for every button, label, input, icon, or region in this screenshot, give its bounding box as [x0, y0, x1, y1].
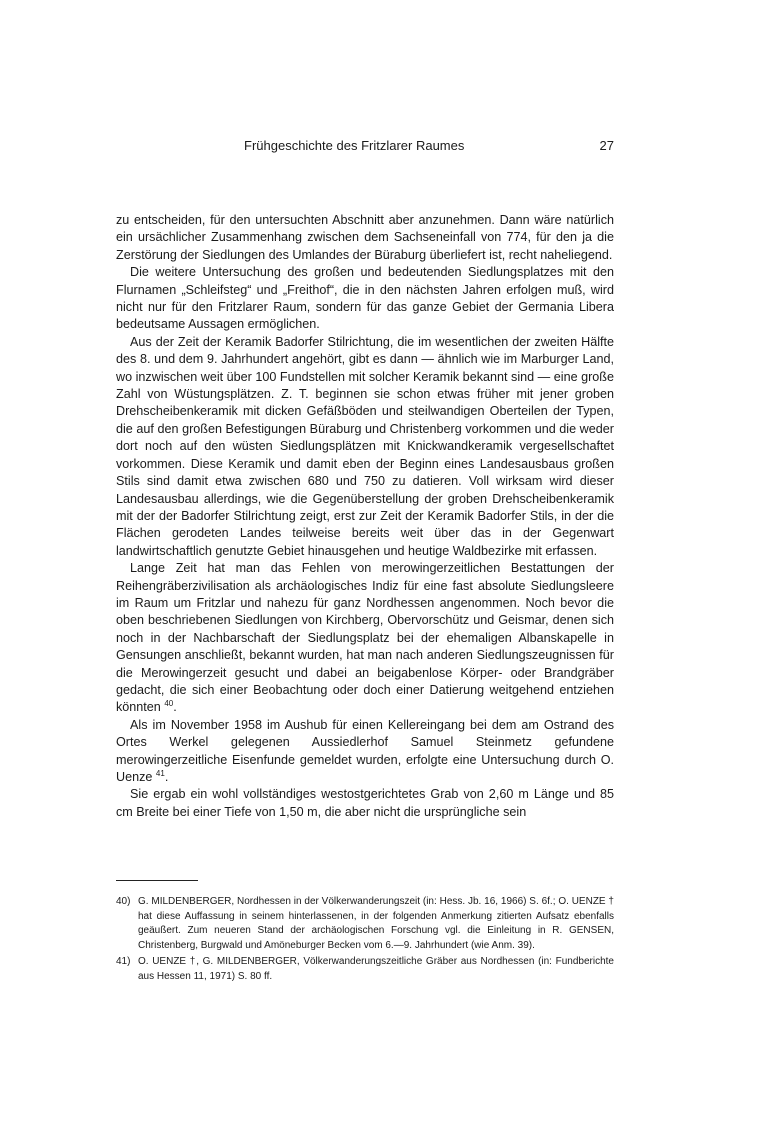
paragraph-5: Als im November 1958 im Aushub für einen Kellereingang bei dem am Ostrand des Ortes Werkel gelegenen Aussiedlerhof Samuel Steinmetz gefundene merowingerzeitliche Eisenfunde gemeldet wurden, erfolgte eine Untersuchung durch O. Uenze $^{41}$. — [116, 717, 614, 784]
paragraph-1: zu entscheiden, für den untersuchten Abschnitt aber anzunehmen. Dann wäre natürlich ein ursächlicher Zusammenhang zwischen dem Sachseneinfall von 774, für den ja die Zerstörung der Siedlungen des Umlandes der Büraburg überliefert ist, recht naheliegend. — [116, 213, 614, 262]
paragraph-2: Die weitere Untersuchung des großen und bedeutenden Siedlungsplatzes mit den Flurnamen „Schleifsteg“ und „Freithof“, die in den nächsten Jahren erfolgen muß, wird nicht nur für den Fritzlarer Raum, sondern für das ganze Gebiet der Germania Libera bedeutsame Aussagen ermöglichen. — [116, 265, 614, 332]
footnote-ref-40[interactable]: 40 — [164, 699, 174, 709]
paragraph-6: Sie ergab ein wohl vollständiges westostgerichtetes Grab von 2,60 m Länge und 85 cm Breite bei einer Tiefe von 1,50 m, die aber nicht die ursprüngliche sein — [116, 787, 614, 819]
footnote-text: G. MILDENBERGER, Nordhessen in der Völkerwanderungszeit (in: Hess. Jb. 16, 1966) S. 6f.; O. UENZE † hat diese Auffassung in seinem hinterlassenen, in der folgenden Anmerkung zitierten Aufsatz ebenfalls geäußert. Zum neueren Stand der archäologischen Forschung vgl. die Einleitung in R. GENSEN, Christenberg, Burgwald und Amöneburger Becken vom 6.—9. Jahrhundert (wie Anm. 39). — [138, 896, 614, 951]
footnote-text: O. UENZE †, G. MILDENBERGER, Völkerwanderungszeitliche Gräber aus Nordhessen (in: Fundberichte aus Hessen 11, 1971) S. 80 ff. — [138, 956, 614, 982]
footnote-41 — [116, 955, 614, 984]
running-title: Frühgeschichte des Fritzlarer Raumes — [244, 138, 465, 153]
paragraph-5-text: Als im November 1958 im Aushub für einen Kellereingang bei dem am Ostrand des Ortes Werkel gelegenen Aussiedlerhof Samuel Steinmetz gefundene merowingerzeitliche Eisenfunde gemeldet wurden, erfolgte eine Untersuchung durch O. Uenze — [116, 717, 614, 784]
footnote-ref-41[interactable]: 41 — [155, 768, 165, 778]
paragraph-4: Lange Zeit hat man das Fehlen von merowingerzeitlichen Bestattungen der Reihengräberzivilisation als archäologisches Indiz für eine fast absolute Siedlungsleere im Raum um Fritzlar und nahezu für ganz Nordhessen angenommen. Noch bevor die oben beschriebenen Siedlungen von Kirchberg, Obervorschütz und Geismar, denen sich noch in der Nachbarschaft der Siedlungsplatz bei der ehemaligen Albanskapelle in Gensungen anschließt, bekannt wurden, hat man nach anderen Siedlungszeugnissen für die Merowingerzeit gesucht und dabei an beigabenlose Körper- oder Brandgräber gedacht, die sich einer Beobachtung oder doch einer Datierung weitgehend entziehen könnten $^{40}$. — [116, 561, 614, 715]
paragraph-3: Aus der Zeit der Keramik Badorfer Stilrichtung, die im wesentlichen der zweiten Hälfte des 8. und dem 9. Jahrhundert angehört, gibt es dann — ähnlich wie im Marburger Land, wo inzwischen weit über 100 Fundstellen mit solcher Keramik bekannt sind — eine große Zahl von Wüstungsplätzen. Z. T. beginnen sie schon etwas früher mit jener groben Drehscheibenkeramik mit dicken Gefäßböden und steilwandigen Oberteilen der Typen, die auf den großen Befestigungen Büraburg und Christenberg vorkommen und die weder dort noch auf den wüsten Siedlungsplätzen mit Knickwandkeramik vergesellschaftet vorkommen. Diese Keramik und damit eben der Beginn eines Landesausbaus großen Stils sind damit etwa zwischen 680 und 750 zu datieren. Voll wirksam wird dieser Landesausbau allerdings, wie die Gegenüberstellung der groben Drehscheibenkeramik mit der der Badorfer Stilrichtung zeigt, erst zur Zeit der Keramik Badorfer Stils, in der die Flächen gerodeten Landes teilweise bereits weit über das in der Gegenwart landwirtschaftlich genutzte Gebiet hinausgehen und heutige Waldbezirke mit erfassen. — [116, 334, 614, 558]
footnote-divider — [116, 880, 198, 881]
page-header — [116, 138, 614, 158]
page-number: 27 — [599, 138, 614, 153]
footnote-mark: 41) — [116, 956, 131, 968]
paragraph-4-text: Lange Zeit hat man das Fehlen von merowingerzeitlichen Bestattungen der Reihengräberzivilisation als archäologisches Indiz für eine fast absolute Siedlungsleere im Raum um Fritzlar und nahezu für ganz Nordhessen angenommen. Noch bevor die oben beschriebenen Siedlungen von Kirchberg, Obervorschütz und Geismar, denen sich noch in der Nachbarschaft der Siedlungsplatz bei der ehemaligen Albanskapelle in Gensungen anschließt, bekannt wurden, hat man nach anderen Siedlungszeugnissen für die Merowingerzeit gesucht und dabei an beigabenlose Körper- oder Brandgräber gedacht, die sich einer Beobachtung oder doch einer Datierung weitgehend entziehen könnten — [116, 561, 614, 715]
footnotes — [116, 895, 614, 987]
footnote-mark: 40) — [116, 896, 131, 907]
body-text — [116, 212, 614, 821]
footnote-40 — [116, 895, 614, 953]
